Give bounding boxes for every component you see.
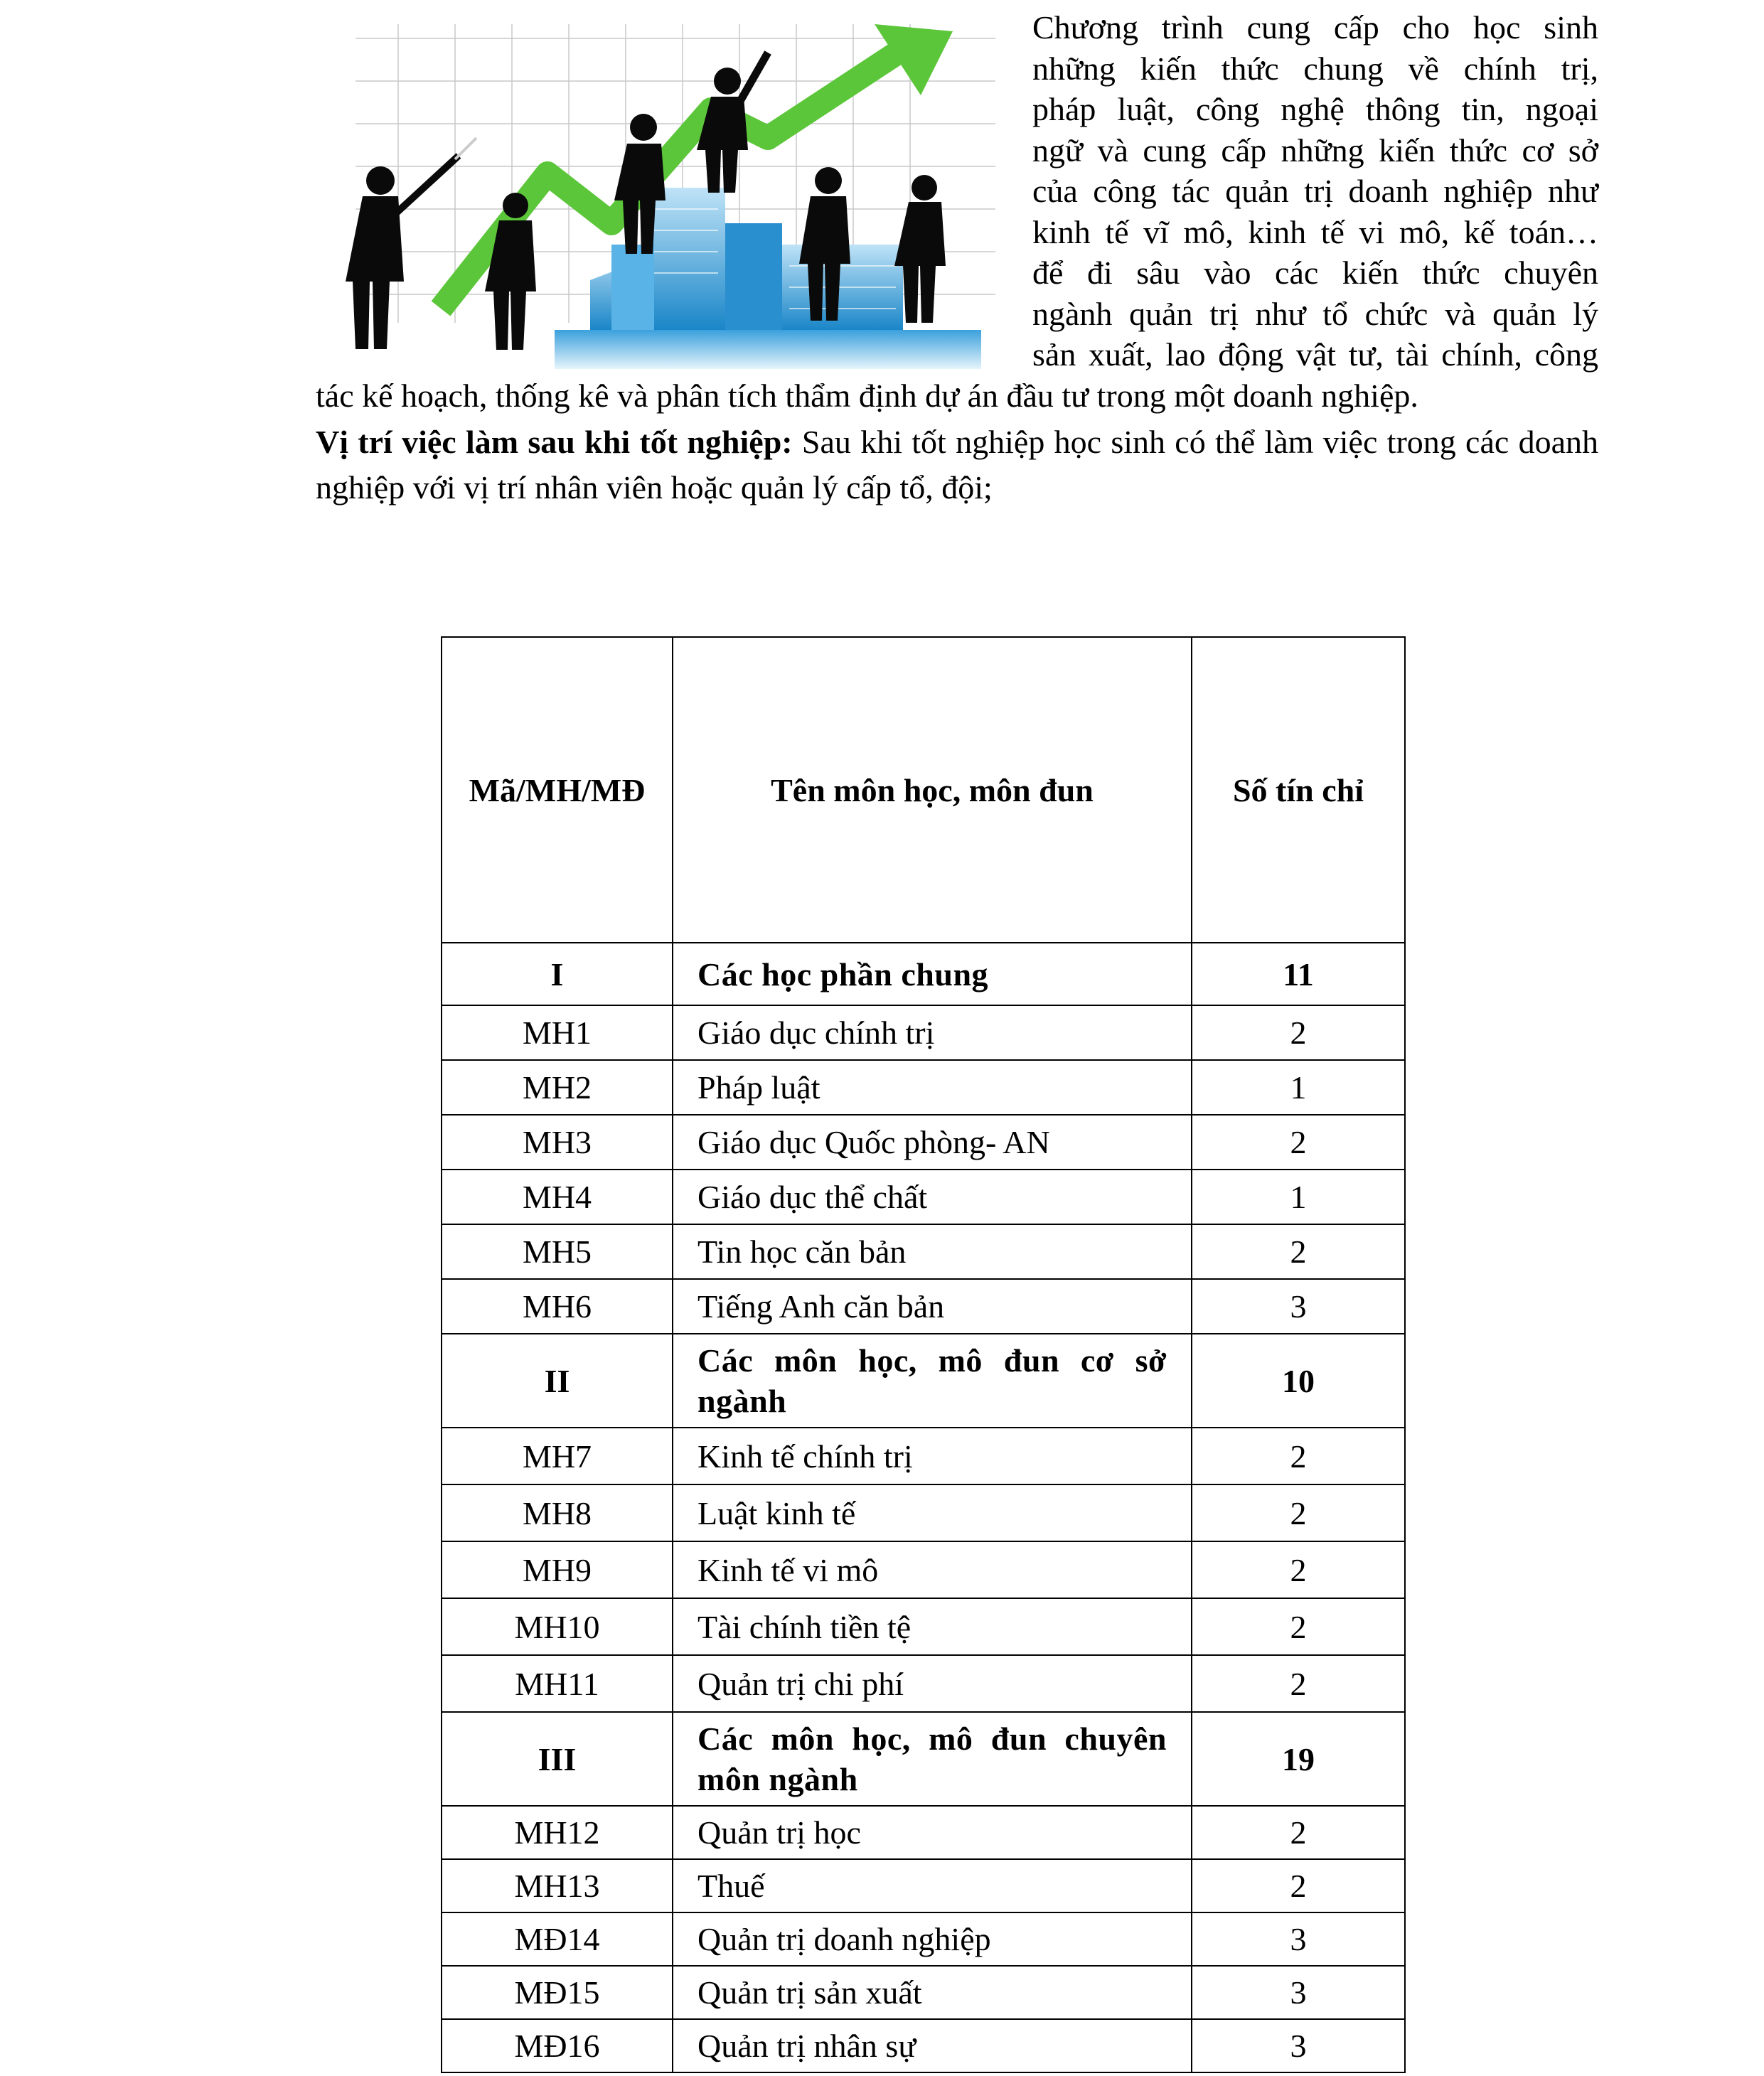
cell-code: III xyxy=(442,1712,673,1806)
cell-credits: 1 xyxy=(1192,1060,1405,1115)
cell-code: MH9 xyxy=(442,1541,673,1598)
cell-credits: 3 xyxy=(1192,1912,1405,1966)
table-row xyxy=(442,1655,1405,1712)
table-row xyxy=(442,1966,1405,2019)
cell-subject-name: Quản trị nhân sự xyxy=(673,2019,1192,2072)
cell-code: MH10 xyxy=(442,1598,673,1655)
intro-line: pháp luật, công nghệ thông tin, ngoại xyxy=(1032,91,1598,127)
cell-subject-name: Thuế xyxy=(673,1859,1192,1912)
cell-subject-name: Giáo dục Quốc phòng- AN xyxy=(673,1115,1192,1170)
cell-subject-name: Kinh tế vi mô xyxy=(673,1541,1192,1598)
jobs-text: Sau khi tốt nghiệp học sinh có thể làm việc trong các doanh nghiệp với vị trí nhân viên hoặc quản lý cấp tổ, đội; xyxy=(316,424,1599,505)
cell-code: MĐ15 xyxy=(442,1966,673,2019)
cell-subject-name: Quản trị doanh nghiệp xyxy=(673,1912,1192,1966)
cell-subject-name: Quản trị sản xuất xyxy=(673,1966,1192,2019)
intro-paragraph xyxy=(1032,7,1598,375)
table-row xyxy=(442,1806,1405,1859)
cell-credits: 3 xyxy=(1192,2019,1405,2072)
cell-code: MH7 xyxy=(442,1428,673,1484)
table-row xyxy=(442,1005,1405,1060)
cell-credits: 2 xyxy=(1192,1598,1405,1655)
cell-credits: 1 xyxy=(1192,1170,1405,1224)
table-section-row xyxy=(442,1334,1405,1428)
cell-subject-name: Tiếng Anh căn bản xyxy=(673,1279,1192,1334)
cell-code: MH6 xyxy=(442,1279,673,1334)
cell-code: MĐ14 xyxy=(442,1912,673,1966)
cell-subject-name: Giáo dục chính trị xyxy=(673,1005,1192,1060)
cell-credits: 19 xyxy=(1192,1712,1405,1806)
cell-credits: 2 xyxy=(1192,1541,1405,1598)
table-row xyxy=(442,1484,1405,1541)
table-row xyxy=(442,1224,1405,1279)
cell-subject-name: Giáo dục thể chất xyxy=(673,1170,1192,1224)
cell-subject-name: Tài chính tiền tệ xyxy=(673,1598,1192,1655)
cell-code: I xyxy=(442,943,673,1005)
jobs-label: Vị trí việc làm sau khi tốt nghiệp: xyxy=(316,424,793,460)
table-row xyxy=(442,1170,1405,1224)
table-row xyxy=(442,1115,1405,1170)
cell-credits: 2 xyxy=(1192,1859,1405,1912)
business-growth-illustration xyxy=(313,10,1031,373)
cell-credits: 3 xyxy=(1192,1279,1405,1334)
cell-code: MH13 xyxy=(442,1859,673,1912)
cell-code: MH1 xyxy=(442,1005,673,1060)
cell-code: MH11 xyxy=(442,1655,673,1712)
cell-credits: 11 xyxy=(1192,943,1405,1005)
table-row xyxy=(442,1541,1405,1598)
cell-subject-name: Pháp luật xyxy=(673,1060,1192,1115)
cell-code: MH4 xyxy=(442,1170,673,1224)
cell-code: MH8 xyxy=(442,1484,673,1541)
cell-credits: 10 xyxy=(1192,1334,1405,1428)
table-row xyxy=(442,1912,1405,1966)
cell-subject-name: Tin học căn bản xyxy=(673,1224,1192,1279)
cell-subject-name: Quản trị học xyxy=(673,1806,1192,1859)
cell-code: MH2 xyxy=(442,1060,673,1115)
cell-code: MĐ16 xyxy=(442,2019,673,2072)
cell-code: II xyxy=(442,1334,673,1428)
intro-line: ngành quản trị như tổ chức và quản lý xyxy=(1032,295,1598,332)
header-code: Mã/MH/MĐ xyxy=(442,637,673,943)
cell-credits: 2 xyxy=(1192,1005,1405,1060)
table-section-row xyxy=(442,943,1405,1005)
cell-subject-name: Kinh tế chính trị xyxy=(673,1428,1192,1484)
cell-subject-name: Luật kinh tế xyxy=(673,1484,1192,1541)
cell-credits: 2 xyxy=(1192,1224,1405,1279)
cell-code: MH5 xyxy=(442,1224,673,1279)
cell-credits: 2 xyxy=(1192,1115,1405,1170)
cell-credits: 3 xyxy=(1192,1966,1405,2019)
cell-code: MH12 xyxy=(442,1806,673,1859)
intro-line: những kiến thức chung về chính trị, xyxy=(1032,50,1598,87)
intro-line: để đi sâu vào các kiến thức chuyên xyxy=(1032,255,1598,291)
intro-line: của công tác quản trị doanh nghiệp như xyxy=(1032,173,1598,209)
intro-line: Chương trình cung cấp cho học sinh xyxy=(1032,9,1598,46)
table-row xyxy=(442,1859,1405,1912)
header-credits: Số tín chỉ xyxy=(1192,637,1405,943)
table-row xyxy=(442,1428,1405,1484)
curriculum-table xyxy=(441,636,1406,2073)
cell-subject-name: Các môn học, mô đun chuyên môn ngành xyxy=(673,1712,1192,1806)
cell-subject-name: Quản trị chi phí xyxy=(673,1655,1192,1712)
header-subject-name: Tên môn học, môn đun xyxy=(673,637,1192,943)
table-row xyxy=(442,1279,1405,1334)
table-row xyxy=(442,1598,1405,1655)
cell-credits: 2 xyxy=(1192,1655,1405,1712)
cell-credits: 2 xyxy=(1192,1484,1405,1541)
intro-tail-line: tác kế hoạch, thống kê và phân tích thẩm định dự án đầu tư trong một doanh nghiệp. xyxy=(316,378,1418,414)
cell-subject-name: Các học phần chung xyxy=(673,943,1192,1005)
intro-line: ngữ và cung cấp những kiến thức cơ sở xyxy=(1032,132,1598,168)
table-section-row xyxy=(442,1712,1405,1806)
cell-credits: 2 xyxy=(1192,1806,1405,1859)
intro-line: sản xuất, lao động vật tư, tài chính, công xyxy=(1032,336,1598,373)
jobs-paragraph xyxy=(316,419,1598,510)
table-body xyxy=(442,943,1405,2072)
cell-credits: 2 xyxy=(1192,1428,1405,1484)
table-row xyxy=(442,1060,1405,1115)
table-header-row xyxy=(442,637,1405,943)
intro-line: kinh tế vĩ mô, kinh tế vi mô, kế toán… xyxy=(1032,213,1598,250)
cell-code: MH3 xyxy=(442,1115,673,1170)
table-row xyxy=(442,2019,1405,2072)
cell-subject-name: Các môn học, mô đun cơ sở ngành xyxy=(673,1334,1192,1428)
